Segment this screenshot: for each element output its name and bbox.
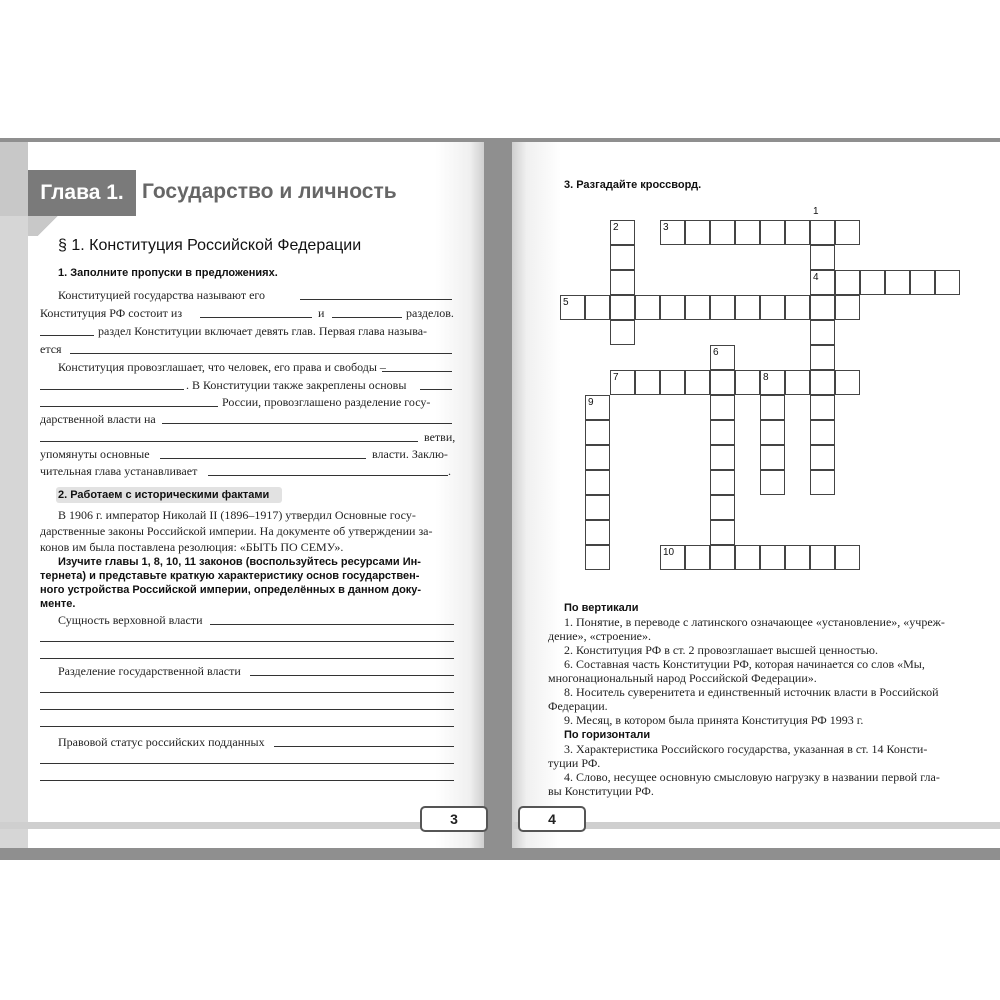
crossword-cell[interactable] xyxy=(610,320,635,345)
crossword-cell[interactable] xyxy=(585,495,610,520)
crossword-cell[interactable] xyxy=(685,295,710,320)
task1-line: упомянуты основные xyxy=(40,447,150,461)
clue-number: 9 xyxy=(588,397,594,408)
crossword-cell[interactable] xyxy=(685,220,710,245)
clue-number: 4 xyxy=(813,272,819,283)
crossword-cell[interactable] xyxy=(710,220,735,245)
task1-line: . xyxy=(448,464,451,478)
crossword-cell[interactable] xyxy=(710,420,735,445)
crossword-cell[interactable] xyxy=(760,420,785,445)
task1-line: . В Конституции также закреплены основы xyxy=(186,378,407,392)
prompt-label: Правовой статус российских подданных xyxy=(58,735,265,749)
crossword-cell[interactable] xyxy=(810,445,835,470)
task1-line: чительная глава устанавливает xyxy=(40,464,198,478)
crossword-cell[interactable] xyxy=(735,295,760,320)
crossword-cell[interactable] xyxy=(760,395,785,420)
crossword-cell[interactable] xyxy=(785,370,810,395)
clue-text: туции РФ. xyxy=(548,756,601,770)
clue-number: 1 xyxy=(813,206,819,217)
clue-number: 2 xyxy=(613,222,619,233)
crossword-cell[interactable] xyxy=(585,520,610,545)
page-number: 4 xyxy=(518,806,586,832)
clue-text: 8. Носитель суверенитета и единственный источник власти в Российской xyxy=(564,685,939,699)
crossword-cell[interactable] xyxy=(760,445,785,470)
chapter-label: Глава 1. xyxy=(28,170,136,216)
crossword-cell[interactable] xyxy=(760,545,785,570)
crossword-cell[interactable] xyxy=(610,245,635,270)
crossword-cell[interactable] xyxy=(585,545,610,570)
clue-text: Федерации. xyxy=(548,699,608,713)
crossword-cell[interactable] xyxy=(760,220,785,245)
crossword-cell[interactable] xyxy=(585,445,610,470)
crossword-cell[interactable] xyxy=(785,295,810,320)
crossword-cell[interactable] xyxy=(585,295,610,320)
crossword-cell[interactable] xyxy=(585,420,610,445)
task2-instruction: менте. xyxy=(40,598,76,610)
crossword-cell[interactable] xyxy=(835,270,860,295)
crossword-cell[interactable] xyxy=(810,345,835,370)
clue-text: 1. Понятие, в переводе с латинского означающее «установление», «учреж- xyxy=(564,615,945,629)
crossword-cell[interactable] xyxy=(760,295,785,320)
clue-number: 8 xyxy=(763,372,769,383)
crossword-cell[interactable] xyxy=(710,545,735,570)
task3-title: 3. Разгадайте кроссворд. xyxy=(564,179,702,191)
crossword-cell[interactable] xyxy=(735,370,760,395)
crossword-cell[interactable] xyxy=(635,370,660,395)
task1-line: Конституция провозглашает, что человек, его права и свободы – xyxy=(58,360,386,374)
crossword-cell[interactable] xyxy=(710,295,735,320)
task1-line: ветви, xyxy=(424,430,456,444)
crossword-cell[interactable] xyxy=(685,370,710,395)
task1-line: дарственной власти на xyxy=(40,412,156,426)
crossword-cell[interactable] xyxy=(710,445,735,470)
clue-number: 3 xyxy=(663,222,669,233)
crossword-cell[interactable] xyxy=(710,520,735,545)
clue-text: 6. Составная часть Конституции РФ, которая начинается со слов «Мы, xyxy=(564,657,925,671)
prompt-label: Сущность верховной власти xyxy=(58,613,203,627)
clue-text: 4. Слово, несущее основную смысловую нагрузку в названии первой гла- xyxy=(564,770,940,784)
task2-text: В 1906 г. император Николай II (1896–1917) утвердил Основные госу- xyxy=(58,508,416,522)
crossword-cell[interactable] xyxy=(935,270,960,295)
task1-title: 1. Заполните пропуски в предложениях. xyxy=(58,267,278,279)
crossword-cell[interactable] xyxy=(660,370,685,395)
crossword-cell[interactable] xyxy=(660,295,685,320)
clue-text: многонациональный народ Российской Федерации». xyxy=(548,671,817,685)
clue-text: дение», «строение». xyxy=(548,629,651,643)
crossword-cell[interactable] xyxy=(610,270,635,295)
task2-instruction: тернета) и представьте краткую характеристику основ государствен- xyxy=(40,570,420,582)
crossword-cell[interactable] xyxy=(810,395,835,420)
crossword-cell[interactable] xyxy=(735,220,760,245)
crossword-cell[interactable] xyxy=(710,395,735,420)
crossword-cell[interactable] xyxy=(810,245,835,270)
crossword-cell[interactable] xyxy=(810,320,835,345)
crossword-cell[interactable] xyxy=(710,495,735,520)
task1-line: и xyxy=(318,306,325,320)
task1-line: власти. Заклю- xyxy=(372,447,448,461)
task2-text: конов им была поставлена резолюция: «БЫТЬ ПО СЕМУ». xyxy=(40,540,344,554)
crossword-cell[interactable] xyxy=(785,545,810,570)
crossword-cell[interactable] xyxy=(810,220,835,245)
crossword-cell[interactable] xyxy=(710,370,735,395)
prompt-label: Разделение государственной власти xyxy=(58,664,241,678)
crossword-cell[interactable] xyxy=(835,370,860,395)
crossword-cell[interactable] xyxy=(835,295,860,320)
clue-number: 7 xyxy=(613,372,619,383)
task2-instruction: Изучите главы 1, 8, 10, 11 законов (воспользуйтесь ресурсами Ин- xyxy=(58,556,421,568)
task2-title: 2. Работаем с историческими фактами xyxy=(58,489,270,501)
clue-text: 9. Месяц, в котором была принята Конституция РФ 1993 г. xyxy=(564,713,864,727)
section-title: § 1. Конституция Российской Федерации xyxy=(58,237,362,254)
task2-instruction: ного устройства Российской империи, определённых в данном доку- xyxy=(40,584,422,596)
task1-line: России, провозглашено разделение госу- xyxy=(222,395,431,409)
crossword-cell[interactable] xyxy=(910,270,935,295)
clue-text: 3. Характеристика Российского государства, указанная в ст. 14 Консти- xyxy=(564,742,928,756)
crossword-cell[interactable] xyxy=(860,270,885,295)
crossword-cell[interactable] xyxy=(835,545,860,570)
crossword-cell[interactable] xyxy=(635,295,660,320)
crossword-cell[interactable] xyxy=(760,470,785,495)
crossword-cell[interactable] xyxy=(835,220,860,245)
vertical-heading: По вертикали xyxy=(564,602,639,614)
task2-text: дарственные законы Российской империи. На документе об утверждении за- xyxy=(40,524,433,538)
clue-number: 6 xyxy=(713,347,719,358)
crossword-cell[interactable] xyxy=(735,545,760,570)
crossword-cell[interactable] xyxy=(810,295,835,320)
crossword-cell[interactable] xyxy=(610,295,635,320)
task1-line: разделов. xyxy=(406,306,454,320)
horizontal-heading: По горизонтали xyxy=(564,729,651,741)
crossword-cell[interactable] xyxy=(810,545,835,570)
task1-line: ется xyxy=(40,342,62,356)
crossword-cell[interactable] xyxy=(585,470,610,495)
crossword-cell[interactable] xyxy=(885,270,910,295)
clue-number: 5 xyxy=(563,297,569,308)
clue-number: 10 xyxy=(663,547,675,558)
crossword-cell[interactable] xyxy=(685,545,710,570)
page-number: 3 xyxy=(420,806,488,832)
task1-line: Конституцией государства называют его xyxy=(58,288,266,302)
chapter-title: Государство и личность xyxy=(142,180,397,203)
crossword-cell[interactable] xyxy=(710,470,735,495)
task1-line: раздел Конституции включает девять глав. Первая глава называ- xyxy=(98,324,428,338)
crossword-cell[interactable] xyxy=(810,370,835,395)
clue-text: вы Конституции РФ. xyxy=(548,784,654,798)
crossword-cell[interactable] xyxy=(810,420,835,445)
task1-line: Конституция РФ состоит из xyxy=(40,306,183,320)
crossword-cell[interactable] xyxy=(785,220,810,245)
clue-text: 2. Конституция РФ в ст. 2 провозглашает высшей ценностью. xyxy=(564,643,879,657)
crossword-cell[interactable] xyxy=(810,470,835,495)
